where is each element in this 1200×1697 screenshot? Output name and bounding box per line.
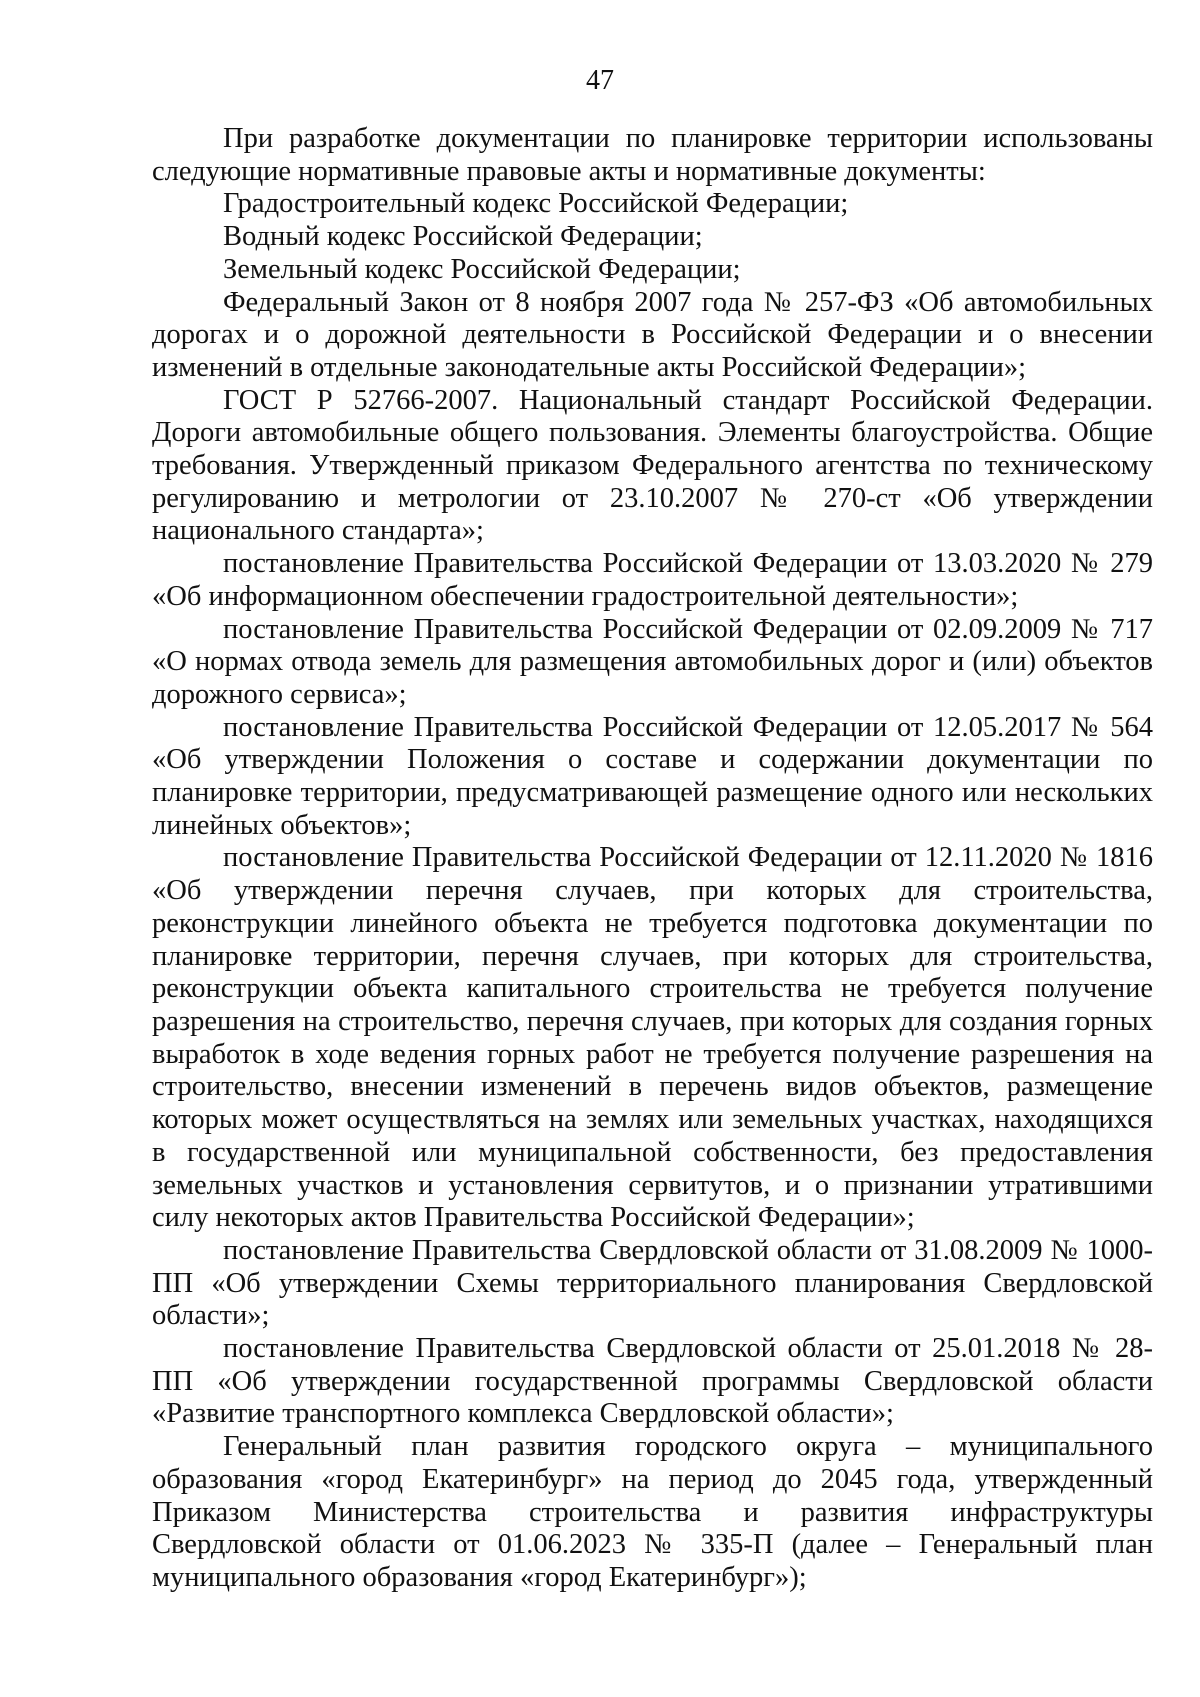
paragraph-resolution-717: постановление Правительства Российской Федерации от 02.09.2009 № 717 «О нормах отвода земель для размещения автомобильных дорог и (или) объектов дорожного сервиса»; <box>152 613 1153 710</box>
paragraph-intro: При разработке документации по планировке территории использованы следующие нормативные правовые акты и нормативные документы: <box>152 123 1153 187</box>
paragraph-water-code: Водный кодекс Российской Федерации; <box>223 221 703 253</box>
paragraph-gost-52766: ГОСТ Р 52766-2007. Национальный стандарт Российской Федерации. Дороги автомобильные общего пользования. Элементы благоустройства. Общие требования. Утвержденный приказом Федерального агентства по техническому регулированию и метрологии от 23.10.2007 № 270-ст «Об утверждении национального стандарта»; <box>152 384 1153 547</box>
paragraph-resolution-1000-pp: постановление Правительства Свердловской области от 31.08.2009 № 1000-ПП «Об утверждении Схемы территориального планирования Свердловской области»; <box>152 1234 1153 1332</box>
paragraph-general-plan: Генеральный план развития городского округа – муниципального образования «город Екатеринбург» на период до 2045 года, утвержденный Приказом Министерства строительства и развития инфраструктуры Свердловской области от 01.06.2023 № 335-П (далее – Генеральный план муниципального образования «город Екатеринбург»); <box>152 1431 1153 1593</box>
paragraph-resolution-564: постановление Правительства Российской Федерации от 12.05.2017 № 564 «Об утверждении Положения о составе и содержании документации по планировке территории, предусматривающей размещение одного или нескольких линейных объектов»; <box>152 711 1153 841</box>
paragraph-urban-planning-code: Градостроительный кодекс Российской Федерации; <box>223 188 849 220</box>
paragraph-resolution-28-pp: постановление Правительства Свердловской области от 25.01.2018 № 28-ПП «Об утверждении государственной программы Свердловской области «Развитие транспортного комплекса Свердловской области»; <box>152 1333 1153 1430</box>
paragraph-land-code: Земельный кодекс Российской Федерации; <box>223 253 741 285</box>
document-body <box>152 123 1153 1595</box>
paragraph-resolution-279: постановление Правительства Российской Федерации от 13.03.2020 № 279 «Об информационном обеспечении градостроительной деятельности»; <box>152 548 1153 612</box>
paragraph-resolution-1816: постановление Правительства Российской Федерации от 12.11.2020 № 1816 «Об утверждении перечня случаев, при которых для строительства, реконструкции линейного объекта не требуется подготовка документации по планировке территории, перечня случаев, при которых для строительства, реконструкции объекта капитального строительства не требуется получение разрешения на строительство, перечня случаев, при которых для создания горных выработок в ходе ведения горных работ не требуется получение разрешения на строительство, внесении изменений в перечень видов объектов, размещение которых может осуществляться на землях или земельных участках, находящихся в государственной или муниципальной собственности, без предоставления земельных участков и установления сервитутов, и о признании утратившими силу некоторых актов Правительства Российской Федерации»; <box>152 842 1153 1234</box>
page-number: 47 <box>586 65 614 96</box>
paragraph-federal-law-257: Федеральный Закон от 8 ноября 2007 года № 257-ФЗ «Об автомобильных дорогах и о дорожной деятельности в Российской Федерации и о внесении изменений в отдельные законодательные акты Российской Федерации»; <box>152 286 1153 383</box>
